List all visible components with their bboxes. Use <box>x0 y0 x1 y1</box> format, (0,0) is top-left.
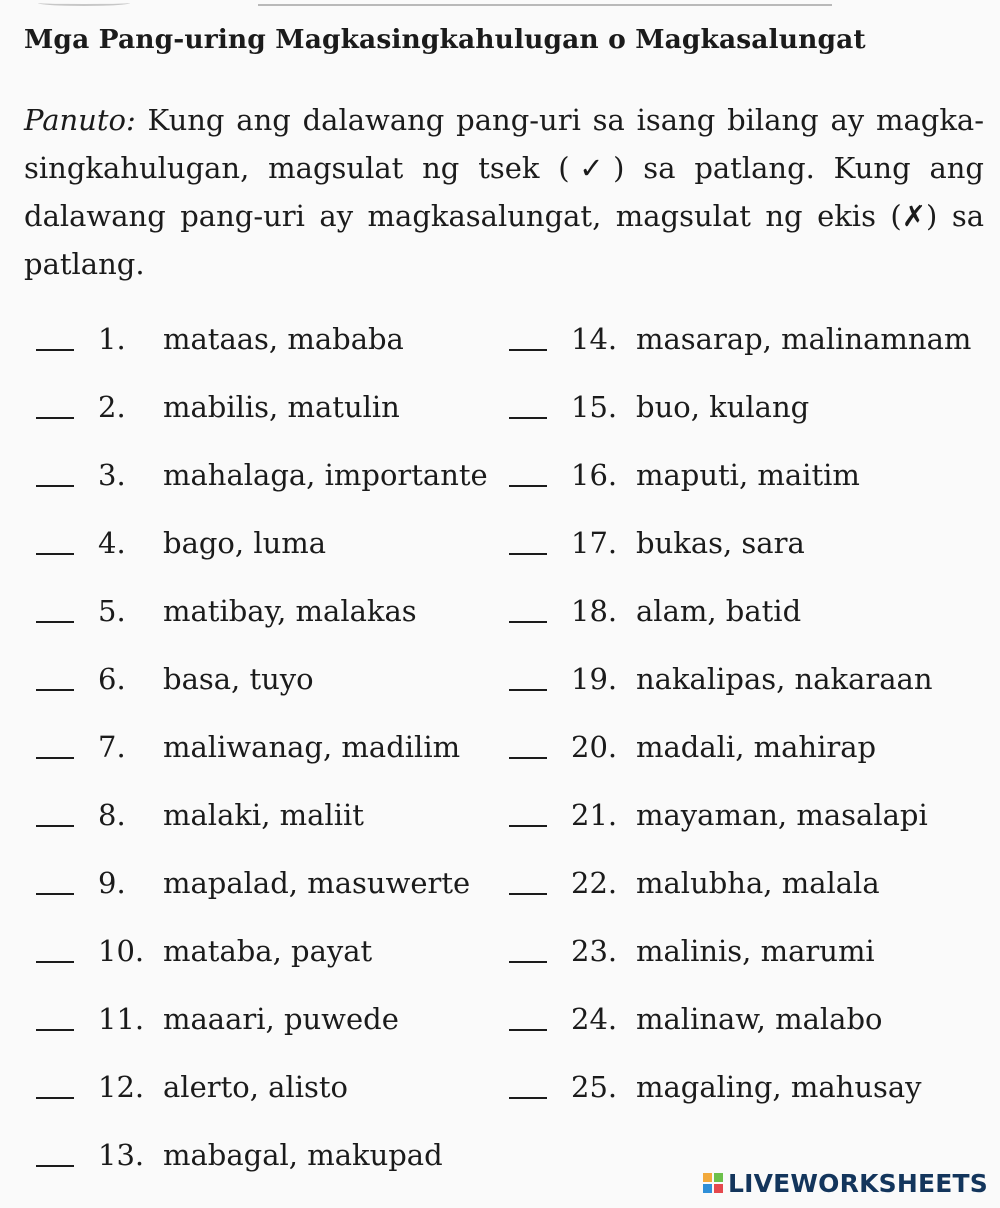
instructions <box>24 96 984 288</box>
item-number: 10. <box>98 934 145 968</box>
liveworksheets-logo <box>702 1166 988 1200</box>
logo-square <box>702 1172 713 1183</box>
top-decoration <box>38 0 130 6</box>
adjective-pair: basa, tuyo <box>163 662 314 696</box>
adjective-pair: alerto, alisto <box>163 1070 348 1104</box>
adjective-pair: bago, luma <box>163 526 327 560</box>
answer-blank[interactable] <box>509 417 547 419</box>
adjective-pair: mataas, mababa <box>163 322 404 356</box>
item-number: 1. <box>98 322 126 356</box>
item-number: 19. <box>571 662 618 696</box>
item-number: 3. <box>98 458 126 492</box>
item-number: 22. <box>571 866 618 900</box>
item-number: 23. <box>571 934 618 968</box>
answer-blank[interactable] <box>36 621 74 623</box>
item-number: 25. <box>571 1070 618 1104</box>
worksheet-title: Mga Pang-uring Magkasingkahulugan o Magkasalungat <box>24 24 866 55</box>
item-number: 14. <box>571 322 618 356</box>
logo-square <box>713 1183 724 1194</box>
answer-blank[interactable] <box>36 1097 74 1099</box>
answer-blank[interactable] <box>509 553 547 555</box>
answer-blank[interactable] <box>36 417 74 419</box>
answer-blank[interactable] <box>36 485 74 487</box>
adjective-pair: mahalaga, importante <box>163 458 488 492</box>
answer-blank[interactable] <box>36 1165 74 1167</box>
adjective-pair: magaling, mahusay <box>636 1070 922 1104</box>
answer-blank[interactable] <box>36 349 74 351</box>
item-number: 15. <box>571 390 618 424</box>
adjective-pair: masarap, malinamnam <box>636 322 972 356</box>
answer-blank[interactable] <box>36 825 74 827</box>
item-number: 7. <box>98 730 126 764</box>
item-number: 8. <box>98 798 126 832</box>
adjective-pair: alam, batid <box>636 594 802 628</box>
instructions-text: Kung ang dalawang pang-uri sa isang bilang ay magka-singkahulugan, magsulat ng tsek (✓) sa patlang. Kung ang dalawang pang-uri ay magkasalungat, magsulat ng ekis (✗) sa patlang. <box>24 103 984 281</box>
adjective-pair: mabagal, makupad <box>163 1138 443 1172</box>
adjective-pair: maliwanag, madilim <box>163 730 461 764</box>
item-number: 24. <box>571 1002 618 1036</box>
item-number: 2. <box>98 390 126 424</box>
top-rule <box>258 4 832 6</box>
instructions-lead: Panuto: <box>24 103 136 137</box>
answer-blank[interactable] <box>509 893 547 895</box>
adjective-pair: maputi, maitim <box>636 458 860 492</box>
item-number: 4. <box>98 526 126 560</box>
adjective-pair: malinaw, malabo <box>636 1002 883 1036</box>
answer-blank[interactable] <box>509 349 547 351</box>
answer-blank[interactable] <box>36 1029 74 1031</box>
adjective-pair: malubha, malala <box>636 866 880 900</box>
answer-blank[interactable] <box>509 689 547 691</box>
adjective-pair: matibay, malakas <box>163 594 417 628</box>
answer-blank[interactable] <box>509 1097 547 1099</box>
item-number: 21. <box>571 798 618 832</box>
item-number: 16. <box>571 458 618 492</box>
logo-square <box>713 1172 724 1183</box>
item-number: 11. <box>98 1002 145 1036</box>
item-number: 18. <box>571 594 618 628</box>
adjective-pair: malaki, maliit <box>163 798 364 832</box>
logo-mark-icon <box>702 1172 724 1194</box>
answer-blank[interactable] <box>509 757 547 759</box>
item-number: 6. <box>98 662 126 696</box>
answer-blank[interactable] <box>36 893 74 895</box>
item-number: 5. <box>98 594 126 628</box>
adjective-pair: mayaman, masalapi <box>636 798 928 832</box>
answer-blank[interactable] <box>509 621 547 623</box>
logo-square <box>702 1183 713 1194</box>
answer-blank[interactable] <box>36 961 74 963</box>
answer-blank[interactable] <box>509 961 547 963</box>
answer-blank[interactable] <box>509 485 547 487</box>
item-number: 9. <box>98 866 126 900</box>
adjective-pair: mabilis, matulin <box>163 390 400 424</box>
item-number: 13. <box>98 1138 145 1172</box>
item-number: 17. <box>571 526 618 560</box>
adjective-pair: bukas, sara <box>636 526 805 560</box>
item-number: 12. <box>98 1070 145 1104</box>
answer-blank[interactable] <box>36 757 74 759</box>
adjective-pair: mapalad, masuwerte <box>163 866 471 900</box>
answer-blank[interactable] <box>509 825 547 827</box>
logo-text: LIVEWORKSHEETS <box>727 1168 988 1198</box>
adjective-pair: buo, kulang <box>636 390 810 424</box>
adjective-pair: madali, mahirap <box>636 730 877 764</box>
item-number: 20. <box>571 730 618 764</box>
adjective-pair: mataba, payat <box>163 934 373 968</box>
adjective-pair: maaari, puwede <box>163 1002 399 1036</box>
answer-blank[interactable] <box>36 689 74 691</box>
adjective-pair: malinis, marumi <box>636 934 875 968</box>
answer-blank[interactable] <box>36 553 74 555</box>
answer-blank[interactable] <box>509 1029 547 1031</box>
adjective-pair: nakalipas, nakaraan <box>636 662 933 696</box>
